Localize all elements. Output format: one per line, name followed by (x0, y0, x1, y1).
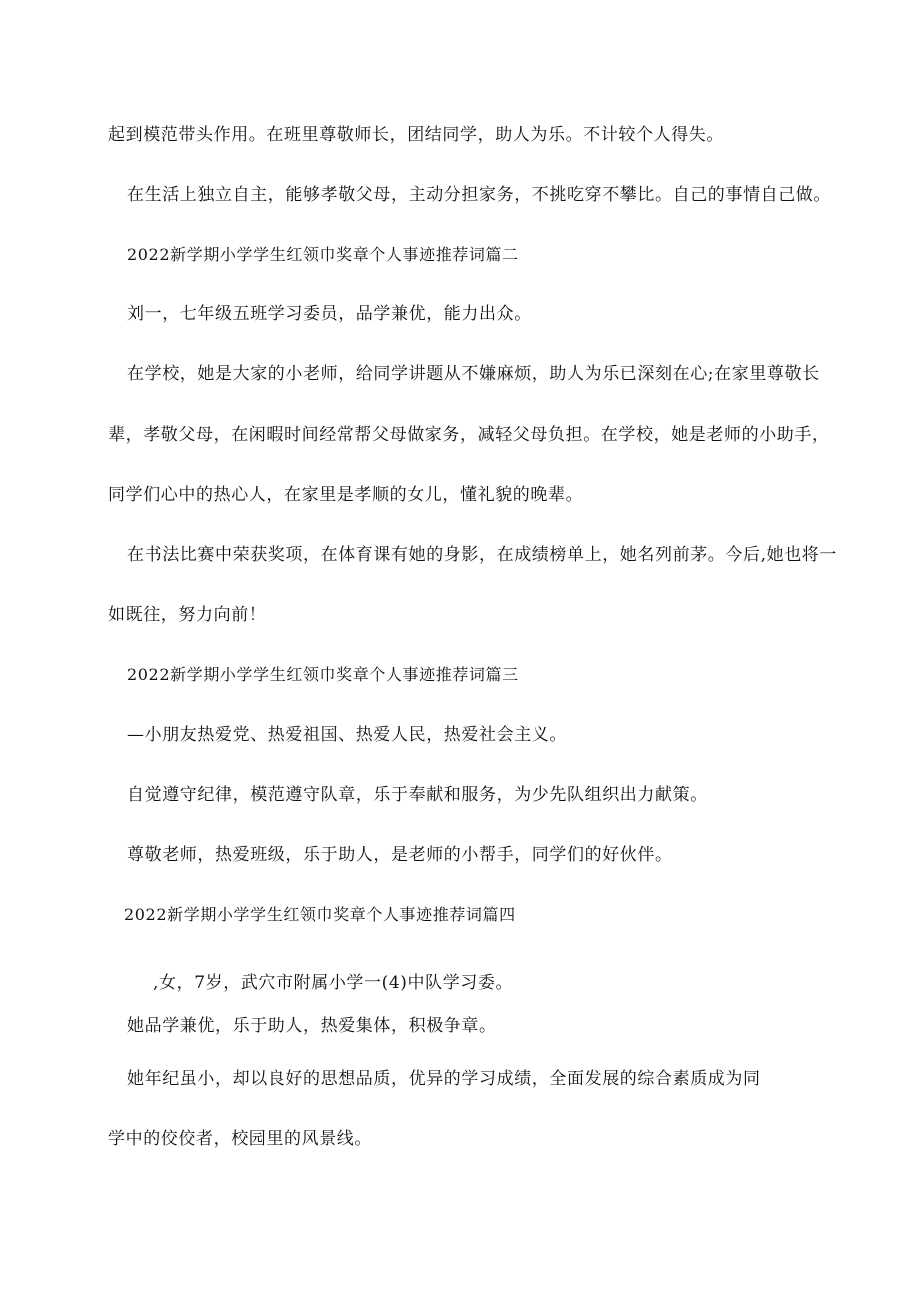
paragraph-line: 自觉遵守纪律，模范遵守队章，乐于奉献和服务，为少先队组织出力献策。 (127, 785, 708, 805)
paragraph-line: 在书法比赛中荣获奖项，在体育课有她的身影，在成绩榜单上，她名列前茅。今后,她也将一 (127, 545, 838, 565)
paragraph-line: 刘一，七年级五班学习委员，品学兼优，能力出众。 (127, 304, 532, 324)
paragraph-line: 辈，孝敬父母，在闲暇时间经常帮父母做家务，减轻父母负担。在学校，她是老师的小助手， (108, 425, 830, 445)
paragraph-line: ,女，7岁，武穴市附属小学一(4)中队学习委。 (153, 973, 514, 993)
section-heading: 2022新学期小学学生红领巾奖章个人事迹推荐词篇二 (127, 245, 519, 264)
paragraph-line: 她年纪虽小，却以良好的思想品质，优异的学习成绩，全面发展的综合素质成为同 (127, 1069, 761, 1089)
paragraph-line: 她品学兼优，乐于助人，热爱集体，积极争章。 (127, 1016, 497, 1036)
section-heading: 2022新学期小学学生红领巾奖章个人事迹推荐词篇三 (127, 665, 519, 684)
paragraph-line: 尊敬老师，热爱班级，乐于助人，是老师的小帮手，同学们的好伙伴。 (127, 845, 673, 865)
section-heading: 2022新学期小学学生红领巾奖章个人事迹推荐词篇四 (124, 905, 516, 924)
paragraph-line: 学中的佼佼者，校园里的风景线。 (108, 1129, 372, 1149)
paragraph-line: —小朋友热爱党、热爱祖国、热爱人民，热爱社会主义。 (127, 725, 567, 745)
paragraph-line: 同学们心中的热心人，在家里是孝顺的女儿，懂礼貌的晚辈。 (108, 485, 584, 505)
paragraph-line: 在生活上独立自主，能够孝敬父母，主动分担家务，不挑吃穿不攀比。自己的事情自己做。 (127, 185, 831, 205)
paragraph-line: 如既往，努力向前！ (108, 605, 267, 625)
paragraph-line: 在学校，她是大家的小老师，给同学讲题从不嫌麻烦，助人为乐已深刻在心;在家里尊敬长 (127, 364, 820, 384)
paragraph-line: 起到模范带头作用。在班里尊敬师长，团结同学，助人为乐。不计较个人得失。 (108, 125, 724, 145)
